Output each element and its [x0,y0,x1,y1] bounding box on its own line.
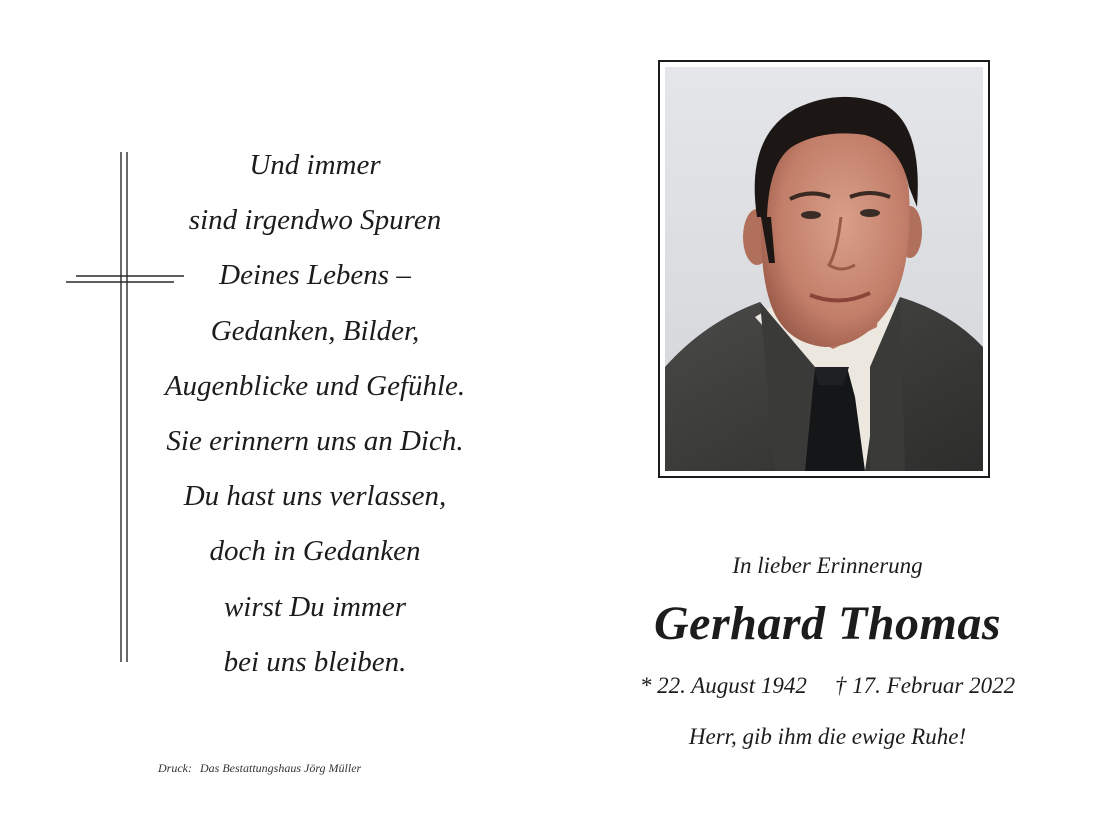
poem-line: wirst Du immer [223,590,407,623]
portrait-photo [665,67,983,471]
prayer: Herr, gib ihm die ewige Ruhe! [688,724,967,749]
credit-company: Das Bestattungshaus Jörg Müller [199,761,362,775]
photo-frame [658,60,990,478]
credit-label: Druck: [158,761,192,775]
poem-line: Du hast uns verlassen, [183,480,447,513]
poem-line: Gedanken, Bilder, [210,314,420,347]
poem-line: Deines Lebens – [219,259,411,292]
death-date: 17. Februar 2022 [852,673,1016,698]
printer-credit [158,761,361,776]
poem-line: bei uns bleiben. [223,645,407,678]
poem-line: doch in Gedanken [209,535,421,568]
poem-line: sind irgendwo Spuren [188,204,442,237]
poem [130,138,500,690]
poem-line: Augenblicke und Gefühle. [164,369,466,402]
birth-date: 22. August 1942 [657,673,807,698]
birth-symbol: * [639,673,652,698]
poem-line: Sie erinnern uns an Dich. [166,425,464,458]
memorial-intro: In lieber Erinnerung [732,553,923,578]
deceased-name: Gerhard Thomas [653,597,1002,650]
life-dates [600,673,1055,699]
poem-line: Und immer [249,149,381,181]
death-symbol: † [834,673,847,698]
